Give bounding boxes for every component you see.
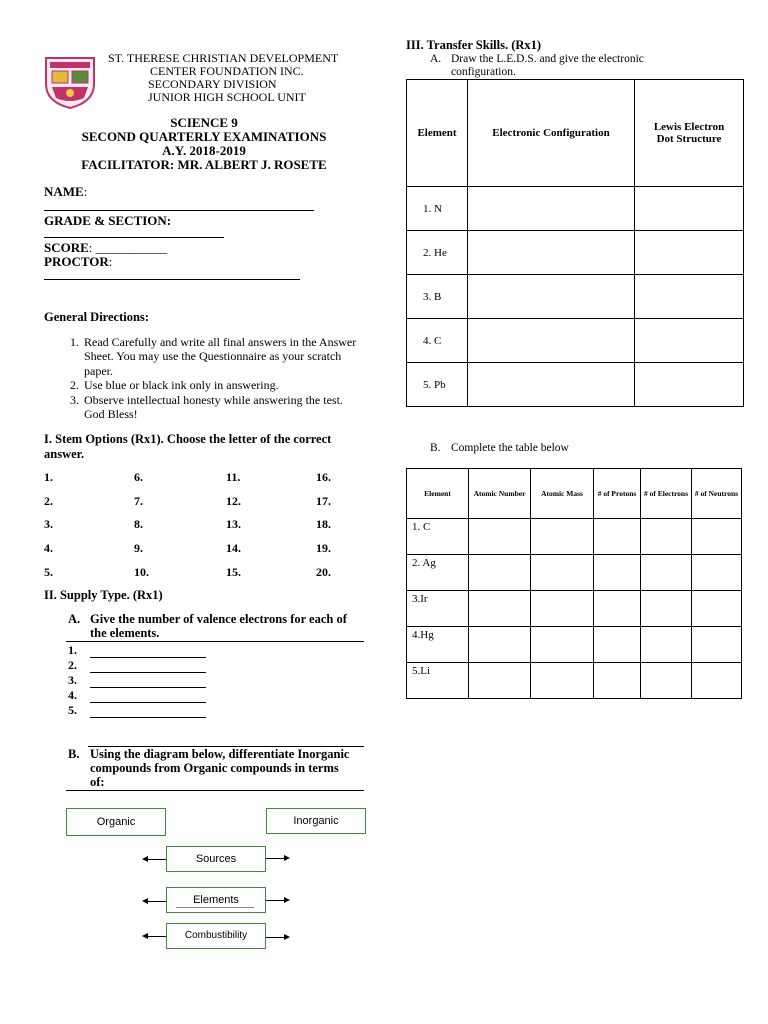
answer-cell[interactable]: [635, 187, 744, 231]
answer-cell[interactable]: [469, 519, 531, 555]
answer-cell[interactable]: [594, 663, 641, 699]
leds-table: [406, 79, 744, 407]
general-directions: [44, 310, 366, 422]
right-arrow-icon: [266, 900, 288, 901]
answer-cell[interactable]: [531, 591, 594, 627]
answer-cell[interactable]: [692, 591, 742, 627]
item-number: 17.: [316, 494, 331, 508]
column-header: # of Protons: [594, 469, 641, 519]
school-seal-logo: [44, 54, 96, 110]
answer-cell[interactable]: [641, 627, 692, 663]
item-number: 6.: [134, 470, 143, 484]
column-header: Lewis Electron Dot Structure: [635, 80, 744, 187]
answer-cell[interactable]: [469, 627, 531, 663]
element-cell: 3. B: [407, 275, 468, 319]
answer-number: 4.: [68, 688, 77, 702]
direction-item: 1. Read Carefully and write all final answers in the Answer Sheet. You may use the Questionnaire as your scratch paper.: [82, 335, 366, 379]
answer-cell[interactable]: [594, 627, 641, 663]
answer-cell[interactable]: [531, 555, 594, 591]
column-header: # of Neutrons: [692, 469, 742, 519]
answer-line[interactable]: [90, 706, 206, 718]
proctor-label: PROCTOR: [44, 254, 109, 269]
answer-cell[interactable]: [641, 519, 692, 555]
answer-cell[interactable]: [692, 627, 742, 663]
part3-b-text: Complete the table below: [451, 442, 569, 454]
answer-cell[interactable]: [468, 275, 635, 319]
item-number: 18.: [316, 517, 331, 531]
name-label: NAME: [44, 184, 84, 199]
part2-a-text: Give the number of valence electrons for each of the elements.: [90, 612, 347, 640]
part3-a-label: A.: [430, 53, 442, 65]
answer-cell[interactable]: [468, 231, 635, 275]
left-arrow-icon: [144, 936, 166, 937]
answer-cell[interactable]: [641, 555, 692, 591]
item-number: 16.: [316, 470, 331, 484]
right-arrow-icon: [266, 937, 288, 938]
table-row: [407, 275, 744, 319]
column-header: Element: [407, 469, 469, 519]
part2-b-text: Using the diagram below, differentiate Inorganic compounds from Organic compounds in terms of:: [90, 747, 350, 789]
score-blank[interactable]: ___________: [95, 240, 168, 255]
score-label: SCORE: [44, 240, 89, 255]
criteria-box-elements: Elements: [166, 887, 266, 913]
table-row: [407, 319, 744, 363]
element-cell: 5. Pb: [407, 363, 468, 407]
table-header-row: [407, 80, 744, 187]
answer-cell[interactable]: [641, 663, 692, 699]
answer-cell[interactable]: [531, 627, 594, 663]
answer-cell[interactable]: [635, 363, 744, 407]
title-line: SECOND QUARTERLY EXAMINATIONS: [81, 129, 327, 144]
answer-cell[interactable]: [531, 519, 594, 555]
school-line: SECONDARY DIVISION: [148, 77, 277, 91]
directions-list: [44, 335, 366, 422]
answer-cell[interactable]: [468, 319, 635, 363]
item-number: 13.: [226, 517, 241, 531]
title-line: A.Y. 2018-2019: [162, 143, 246, 158]
left-arrow-icon: [144, 901, 166, 902]
answer-cell[interactable]: [469, 591, 531, 627]
answer-line[interactable]: [90, 646, 206, 658]
item-number: 8.: [134, 517, 143, 531]
element-cell: 3.Ir: [407, 591, 469, 627]
answer-cell[interactable]: [594, 555, 641, 591]
answer-cell[interactable]: [692, 555, 742, 591]
column-header: Atomic Number: [469, 469, 531, 519]
answer-cell[interactable]: [531, 663, 594, 699]
divider: [66, 790, 364, 791]
part2-a-label: A.: [68, 612, 81, 626]
table-row: [407, 519, 742, 555]
grade-line[interactable]: [44, 237, 224, 238]
answer-cell[interactable]: [692, 519, 742, 555]
title-line: FACILITATOR: MR. ALBERT J. ROSETE: [81, 157, 327, 172]
table-row: [407, 555, 742, 591]
divider: [66, 641, 364, 642]
divider: [176, 907, 254, 908]
answer-cell[interactable]: [635, 275, 744, 319]
table-row: [407, 187, 744, 231]
score-field: SCORE: ___________: [44, 240, 168, 255]
item-number: 11.: [226, 470, 241, 484]
valence-answers: [68, 643, 206, 718]
name-field: NAME:: [44, 184, 88, 199]
element-cell: 4. C: [407, 319, 468, 363]
answer-cell[interactable]: [635, 231, 744, 275]
table-row: [407, 627, 742, 663]
right-arrow-icon: [266, 858, 288, 859]
answer-line[interactable]: [90, 661, 206, 673]
part3-b-label: B.: [430, 442, 441, 454]
inorganic-box: Inorganic: [266, 808, 366, 834]
name-line[interactable]: [44, 210, 314, 211]
element-cell: 1. C: [407, 519, 469, 555]
item-number: 3.: [44, 517, 53, 531]
item-number: 1.: [44, 470, 53, 484]
item-number: 12.: [226, 494, 241, 508]
answer-cell[interactable]: [635, 319, 744, 363]
directions-heading: General Directions:: [44, 310, 149, 324]
part3-a-text: Draw the L.E.D.S. and give the electronic configuration.: [451, 53, 644, 78]
answer-cell[interactable]: [469, 555, 531, 591]
answer-number: 1.: [68, 643, 77, 657]
answer-cell[interactable]: [594, 519, 641, 555]
item-number: 19.: [316, 541, 331, 555]
part1-heading: I. Stem Options (Rx1). Choose the letter of the correct answer.: [44, 432, 332, 461]
exam-title: [44, 116, 364, 172]
part3-heading: III. Transfer Skills. (Rx1): [406, 38, 542, 52]
direction-item: 3. Observe intellectual honesty while answering the test. God Bless!: [82, 393, 366, 422]
column-header: Atomic Mass: [531, 469, 594, 519]
answer-grid: [44, 470, 364, 590]
answer-cell[interactable]: [468, 363, 635, 407]
proctor-line[interactable]: [44, 279, 300, 280]
answer-cell[interactable]: [468, 187, 635, 231]
school-line: JUNIOR HIGH SCHOOL UNIT: [148, 90, 306, 104]
table-row: [407, 231, 744, 275]
item-number: 14.: [226, 541, 241, 555]
answer-number: 5.: [68, 703, 77, 717]
atomic-table: [406, 468, 742, 699]
item-number: 7.: [134, 494, 143, 508]
part2-b-label: B.: [68, 747, 80, 761]
table-row: [407, 363, 744, 407]
table-row: [407, 663, 742, 699]
criteria-box-combustibility: Combustibility: [166, 923, 266, 949]
item-number: 4.: [44, 541, 53, 555]
item-number: 5.: [44, 565, 53, 579]
answer-cell[interactable]: [641, 591, 692, 627]
element-cell: 2. He: [407, 231, 468, 275]
item-number: 2.: [44, 494, 53, 508]
column-header: # of Electrons: [641, 469, 692, 519]
title-line: SCIENCE 9: [170, 115, 238, 130]
part2-heading: II. Supply Type. (Rx1): [44, 588, 163, 602]
proctor-field: PROCTOR:: [44, 254, 113, 269]
item-number: 20.: [316, 565, 331, 579]
answer-cell[interactable]: [469, 663, 531, 699]
answer-line[interactable]: [90, 676, 206, 688]
item-number: 9.: [134, 541, 143, 555]
element-cell: 4.Hg: [407, 627, 469, 663]
answer-cell[interactable]: [692, 663, 742, 699]
answer-number: 2.: [68, 658, 77, 672]
element-cell: 1. N: [407, 187, 468, 231]
item-number: 10.: [134, 565, 149, 579]
table-header-row: [407, 469, 742, 519]
organic-box: Organic: [66, 808, 166, 836]
criteria-box-sources: Sources: [166, 846, 266, 872]
table-row: [407, 591, 742, 627]
answer-line[interactable]: [90, 691, 206, 703]
column-header: Element: [407, 80, 468, 187]
grade-label: GRADE & SECTION:: [44, 213, 172, 228]
column-header: Electronic Configuration: [468, 80, 635, 187]
element-cell: 2. Ag: [407, 555, 469, 591]
item-number: 15.: [226, 565, 241, 579]
school-line: ST. THERESE CHRISTIAN DEVELOPMENT: [108, 51, 339, 65]
school-line: CENTER FOUNDATION INC.: [150, 64, 304, 78]
school-header: [108, 52, 358, 104]
answer-cell[interactable]: [594, 591, 641, 627]
left-arrow-icon: [144, 859, 166, 860]
answer-number: 3.: [68, 673, 77, 687]
element-cell: 5.Li: [407, 663, 469, 699]
direction-item: 2. Use blue or black ink only in answering.: [82, 378, 366, 393]
